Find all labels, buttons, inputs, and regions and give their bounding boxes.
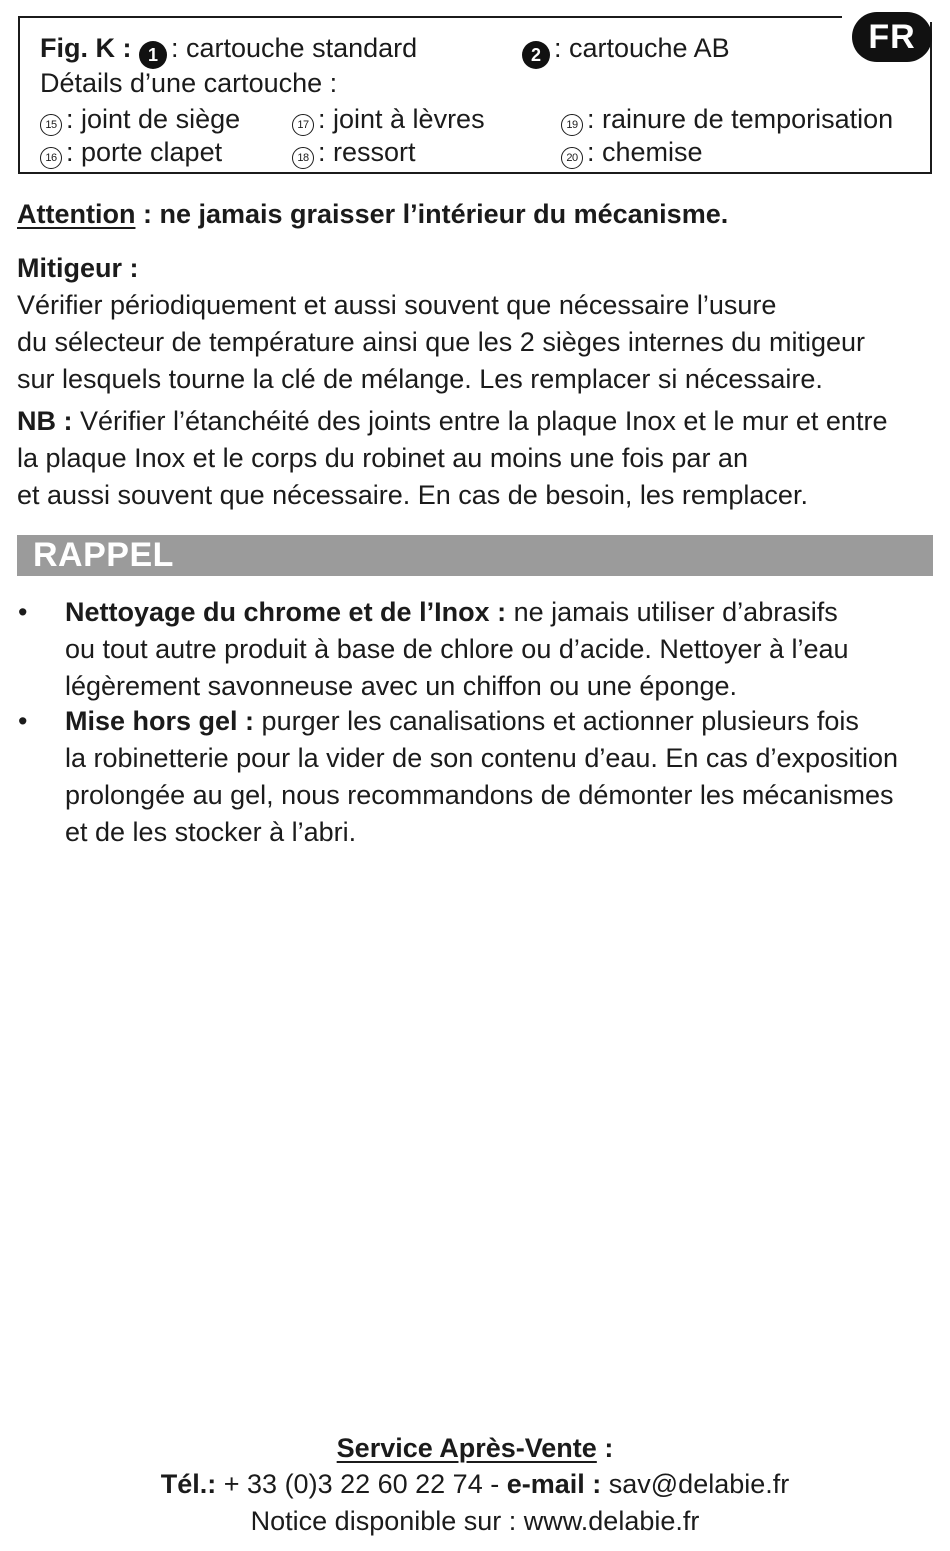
part-19-text: : rainure de temporisation — [587, 104, 894, 134]
tel-label: Tél.: — [160, 1469, 217, 1499]
number-2-icon: 2 — [522, 41, 550, 69]
tel-value: + 33 (0)3 22 60 22 74 - — [216, 1469, 507, 1499]
rappel-item-text: légèrement savonneuse avec un chiffon ou une éponge. — [65, 671, 738, 701]
details-title: Détails d’une cartouche : — [40, 68, 338, 98]
mitigeur-title: Mitigeur : — [17, 253, 139, 283]
rappel-item-label: Nettoyage du chrome et de l’Inox : — [65, 597, 507, 627]
bullet-icon: • — [18, 597, 28, 627]
part-18 — [292, 136, 416, 169]
nb-line: Vérifier l’étanchéité des joints entre la plaque Inox et le mur et entre — [72, 406, 888, 436]
number-16-icon: 16 — [40, 147, 62, 169]
nb-line: la plaque Inox et le corps du robinet au moins une fois par an — [17, 443, 748, 473]
email-label: e-mail : — [506, 1469, 602, 1499]
bullet-icon: • — [18, 706, 28, 736]
attention-warning — [17, 196, 927, 233]
fig-label: Fig. K : — [40, 33, 132, 63]
number-17-icon: 17 — [292, 114, 314, 136]
mitigeur-line: Vérifier périodiquement et aussi souvent que nécessaire l’usure — [17, 290, 777, 320]
part-17 — [292, 103, 485, 136]
part-16-text: : porte clapet — [66, 137, 223, 167]
notice-line: Notice disponible sur : www.delabie.fr — [250, 1506, 700, 1536]
contact-line — [0, 1466, 950, 1503]
number-15-icon: 15 — [40, 114, 62, 136]
number-20-icon: 20 — [561, 147, 583, 169]
part-17-text: : joint à lèvres — [318, 104, 485, 134]
rappel-item-text: purger les canalisations et actionner plusieurs fois — [254, 706, 859, 736]
part-20 — [561, 136, 703, 169]
part-18-text: : ressort — [318, 137, 416, 167]
mitigeur-section — [17, 250, 927, 398]
rappel-section-header — [17, 535, 933, 576]
part-15-text: : joint de siège — [66, 104, 241, 134]
service-label: Service Après-Vente — [336, 1433, 597, 1463]
rappel-item — [65, 594, 935, 705]
part-20-text: : chemise — [587, 137, 703, 167]
nb-label: NB : — [17, 406, 73, 436]
attention-label: Attention — [17, 199, 136, 229]
language-badge: FR — [852, 12, 932, 62]
service-colon: : — [596, 1433, 614, 1463]
rappel-item-text: prolongée au gel, nous recommandons de démonter les mécanismes — [65, 780, 894, 810]
part-15 — [40, 103, 240, 136]
number-1-icon: 1 — [139, 41, 167, 69]
number-18-icon: 18 — [292, 147, 314, 169]
part-16 — [40, 136, 222, 169]
rappel-item-label: Mise hors gel : — [65, 706, 255, 736]
nb-note — [17, 403, 927, 514]
rappel-item-text: ne jamais utiliser d’abrasifs — [506, 597, 838, 627]
rappel-item — [65, 703, 935, 851]
fig-item-1-text: : cartouche standard — [171, 33, 418, 63]
rappel-item-text: la robinetterie pour la vider de son contenu d’eau. En cas d’exposition — [65, 743, 899, 773]
service-title — [0, 1430, 950, 1467]
mitigeur-line: du sélecteur de température ainsi que les 2 sièges internes du mitigeur — [17, 327, 865, 357]
rappel-item-text: et de les stocker à l’abri. — [65, 817, 357, 847]
rappel-item-text: ou tout autre produit à base de chlore ou d’acide. Nettoyer à l’eau — [65, 634, 849, 664]
part-19 — [561, 103, 893, 136]
mitigeur-line: sur lesquels tourne la clé de mélange. Les remplacer si nécessaire. — [17, 364, 823, 394]
email-value: sav@delabie.fr — [601, 1469, 790, 1499]
nb-line: et aussi souvent que nécessaire. En cas de besoin, les remplacer. — [17, 480, 808, 510]
fig-item-2 — [522, 32, 730, 69]
fig-item-2-text: : cartouche AB — [554, 33, 730, 63]
fig-line-1 — [40, 32, 417, 69]
rappel-title: RAPPEL — [33, 536, 174, 574]
number-19-icon: 19 — [561, 114, 583, 136]
attention-text: : ne jamais graisser l’intérieur du mécanisme. — [135, 199, 729, 229]
